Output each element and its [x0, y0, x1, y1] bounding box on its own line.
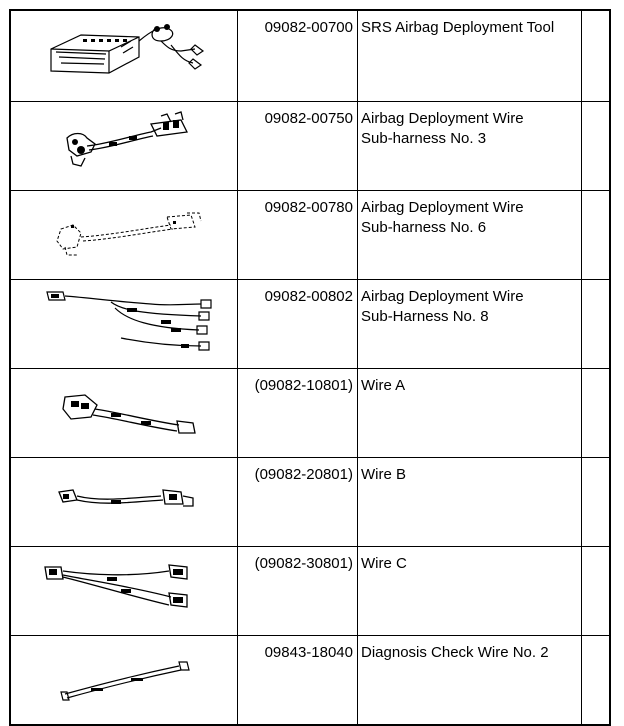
illustration-cell [10, 102, 238, 191]
note-cell [582, 191, 611, 280]
part-number: (09082-30801) [238, 547, 358, 636]
part-number: (09082-20801) [238, 458, 358, 547]
illustration-cell [10, 547, 238, 636]
illustration-cell [10, 191, 238, 280]
table-row [10, 10, 610, 102]
diagnosis-check-wire-icon [11, 636, 237, 717]
tool-description [358, 191, 582, 280]
sub-harness-3-icon [11, 102, 237, 183]
note-cell [582, 10, 611, 102]
description-line: Airbag Deployment Wire [361, 110, 524, 127]
tool-description [358, 102, 582, 191]
special-tools-table [9, 9, 611, 726]
part-number: 09082-00700 [238, 10, 358, 102]
note-cell [582, 636, 611, 726]
tool-description [358, 10, 582, 102]
illustration-cell [10, 458, 238, 547]
note-cell [582, 547, 611, 636]
description-line: Sub-harness No. 6 [361, 219, 487, 236]
tool-description [358, 547, 582, 636]
note-cell [582, 102, 611, 191]
part-number: 09082-00750 [238, 102, 358, 191]
illustration-cell [10, 636, 238, 726]
part-number: 09082-00802 [238, 280, 358, 369]
table-row [10, 458, 610, 547]
description-line: Wire B [361, 466, 406, 483]
table-row [10, 191, 610, 280]
sub-harness-8-icon [11, 280, 237, 361]
tool-description [358, 369, 582, 458]
note-cell [582, 280, 611, 369]
tool-description [358, 636, 582, 726]
description-line: Diagnosis Check Wire No. 2 [361, 644, 549, 661]
table-row [10, 280, 610, 369]
description-line: Wire A [361, 377, 406, 394]
table-row [10, 547, 610, 636]
part-number: (09082-10801) [238, 369, 358, 458]
part-number: 09082-00780 [238, 191, 358, 280]
tool-description [358, 458, 582, 547]
deployment-tool-box-icon [11, 11, 237, 92]
part-number: 09843-18040 [238, 636, 358, 726]
tool-description [358, 280, 582, 369]
description-line: SRS Airbag Deployment Tool [361, 19, 555, 36]
table-row [10, 102, 610, 191]
wire-b-icon [11, 458, 237, 539]
illustration-cell [10, 280, 238, 369]
description-line: Sub-harness No. 3 [361, 130, 487, 147]
wire-a-icon [11, 369, 237, 450]
description-line: Airbag Deployment Wire [361, 288, 524, 305]
sub-harness-6-icon [11, 191, 237, 272]
illustration-cell [10, 10, 238, 102]
table-row [10, 636, 610, 726]
description-line: Airbag Deployment Wire [361, 199, 524, 216]
description-line: Wire C [361, 555, 407, 572]
note-cell [582, 458, 611, 547]
wire-c-icon [11, 547, 237, 628]
note-cell [582, 369, 611, 458]
illustration-cell [10, 369, 238, 458]
description-line: Sub-Harness No. 8 [361, 308, 489, 325]
table-row [10, 369, 610, 458]
